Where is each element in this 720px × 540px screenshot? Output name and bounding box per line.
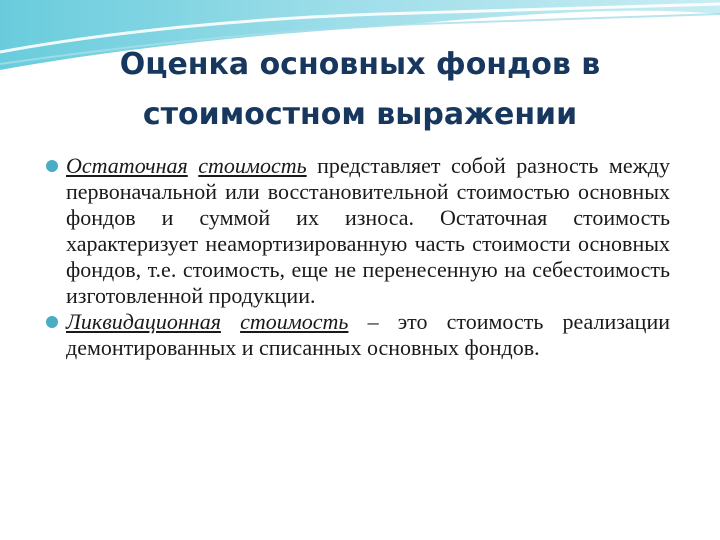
slide-title <box>0 40 720 140</box>
slide-title-line-2: стоимостном выражении <box>142 97 578 132</box>
term-residual-word-2: стоимость <box>198 153 307 178</box>
bullet-item-liquidation-value <box>44 309 670 361</box>
bullet-dot-icon <box>46 160 58 172</box>
bullet-text-liquidation: – это стоимость реализации демонтированных и списанных основных фондов. <box>66 309 671 360</box>
bullet-text-residual: представляет собой разность между первоначальной или восстановительной стоимостью основных фондов и суммой их износа. Остаточная стоимость характеризует неамортизированную часть стоимости основных фондов, т.е. стоимость, еще не перенесенную на себестоимость изготовленной продукции. <box>66 153 671 308</box>
slide-body <box>44 153 670 361</box>
term-liquidation-word-2: стоимость <box>240 309 349 334</box>
term-residual-word-1: Остаточная <box>66 153 188 178</box>
slide-title-line-1: Оценка основных фондов в <box>119 47 601 82</box>
bullet-dot-icon <box>46 316 58 328</box>
term-liquidation-word-1: Ликвидационная <box>66 309 221 334</box>
bullet-item-residual-value <box>44 153 670 309</box>
